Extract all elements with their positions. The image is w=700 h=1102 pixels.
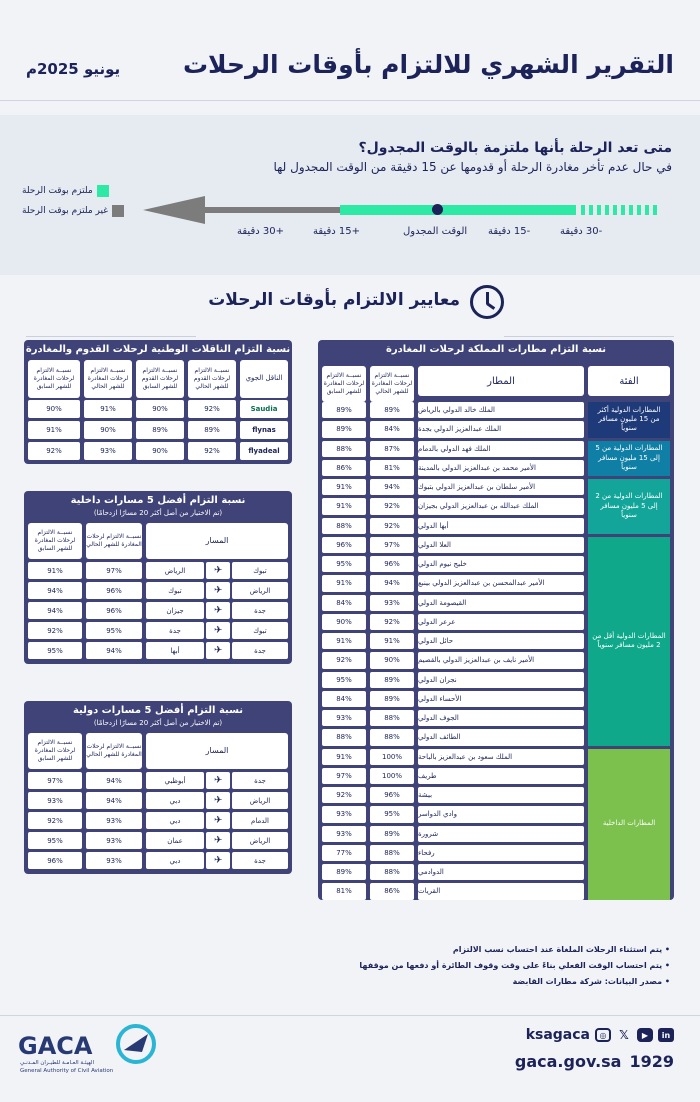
col-header-category: الفئة	[588, 366, 670, 396]
airport-name: نجران الدولي	[418, 672, 584, 688]
arrival-previous-pct: 90%	[136, 400, 184, 418]
section-divider	[504, 336, 674, 337]
airport-name: أبها الدولي	[418, 518, 584, 534]
tick-plus-30: +30 دقيقة	[237, 226, 284, 237]
phone-number[interactable]: 1929	[629, 1052, 674, 1071]
airport-name: الدوادمي	[418, 864, 584, 880]
youtube-icon[interactable]: ▶	[637, 1028, 653, 1042]
current-pct: 92%	[370, 518, 414, 534]
airport-name: الأحساء الدولي	[418, 691, 584, 707]
col-header-arr-cur: نسبــة الالتزام لرحلات القدوم للشهر الحالي	[188, 360, 236, 398]
previous-pct: 92%	[28, 812, 82, 829]
category-cell: المطارات الدولية أكثر من 15 مليون مسافر سنوياً	[588, 402, 670, 438]
previous-pct: 95%	[28, 642, 82, 659]
plane-icon: ✈	[206, 792, 230, 809]
previous-pct: 94%	[28, 582, 82, 599]
route-destination: أبوظبي	[146, 772, 204, 789]
previous-pct: 90%	[322, 614, 366, 630]
col-header-current: نسبــة الالتزام لرحلات المغادرة للشهر الحالي	[86, 733, 142, 769]
carriers-panel	[24, 340, 292, 464]
previous-pct: 96%	[28, 852, 82, 869]
plane-icon: ✈	[206, 812, 230, 829]
plane-icon: ✈	[206, 642, 230, 659]
note-item: • مصدر البيانات: شركة مطارات القابضة	[512, 977, 670, 986]
current-pct: 88%	[370, 845, 414, 861]
route-destination: تبوك	[146, 582, 204, 599]
current-pct: 95%	[86, 622, 142, 639]
route-origin: الدمام	[232, 812, 288, 829]
social-bar	[526, 1027, 674, 1043]
airports-panel-title: نسبة التزام مطارات المملكة لرحلات المغادرة	[385, 344, 607, 355]
route-destination: دبي	[146, 812, 204, 829]
col-header-route: المسار	[146, 733, 288, 769]
route-destination: الرياض	[146, 562, 204, 579]
scale-dash	[597, 205, 601, 215]
arrival-previous-pct: 89%	[136, 421, 184, 439]
current-pct: 89%	[370, 826, 414, 842]
legend-swatch-green	[97, 185, 109, 197]
scale-dash	[605, 205, 609, 215]
previous-pct: 91%	[322, 479, 366, 495]
carriers-panel-title: نسبة التزام الناقلات الوطنية لرحلات القدوم والمغادرة	[25, 344, 291, 355]
legend-on-time	[22, 185, 109, 197]
scale-dash	[613, 205, 617, 215]
arrival-current-pct: 89%	[188, 421, 236, 439]
category-cell: المطارات الدولية من 2 إلى 5 مليون مسافر سنوياً	[588, 479, 670, 534]
previous-pct: 81%	[322, 883, 366, 899]
arrival-previous-pct: 90%	[136, 442, 184, 460]
scale-dash	[629, 205, 633, 215]
airport-name: رفحاء	[418, 845, 584, 861]
current-pct: 93%	[86, 812, 142, 829]
route-destination: أبها	[146, 642, 204, 659]
plane-icon: ✈	[206, 852, 230, 869]
current-pct: 88%	[370, 710, 414, 726]
social-handle[interactable]: ksagaca	[525, 1027, 590, 1043]
legend-label: غير ملتزم بوقت الرحلة	[22, 206, 108, 216]
route-destination: جدة	[146, 622, 204, 639]
airport-name: حائل الدولي	[418, 633, 584, 649]
col-header-route: المسار	[146, 523, 288, 559]
airport-name: الجوف الدولي	[418, 710, 584, 726]
route-origin: الرياض	[232, 792, 288, 809]
note-text: يتم احتساب الوقت الفعلي بناءً على وقت وقوف الطائرة أو دفعها من موقفها	[359, 961, 663, 970]
airport-name: القيصومة الدولي	[418, 595, 584, 611]
header-divider	[0, 100, 700, 101]
scale-dash	[621, 205, 625, 215]
airport-name: القريات	[418, 883, 584, 899]
scale-dash	[653, 205, 657, 215]
previous-pct: 91%	[322, 575, 366, 591]
tick-minus-15: -15 دقيقة	[488, 226, 531, 237]
col-header-arr-prev: نسبــة الالتزام لرحلات القدوم للشهر السابق	[136, 360, 184, 398]
previous-pct: 91%	[322, 749, 366, 765]
scale-dash	[637, 205, 641, 215]
airport-name: شرورة	[418, 826, 584, 842]
current-pct: 97%	[86, 562, 142, 579]
arrival-current-pct: 92%	[188, 400, 236, 418]
route-origin: جدة	[232, 772, 288, 789]
airport-name: الملك عبدالله بن عبدالعزيز الدولي بجيزان	[418, 498, 584, 514]
legend-late	[22, 205, 124, 217]
previous-pct: 95%	[28, 832, 82, 849]
page-title: التقرير الشهري للالتزام بأوقات الرحلات	[182, 50, 674, 79]
route-destination: عمان	[146, 832, 204, 849]
departure-previous-pct: 91%	[28, 421, 80, 439]
current-pct: 90%	[370, 652, 414, 668]
route-origin: جدة	[232, 642, 288, 659]
previous-pct: 89%	[322, 402, 366, 418]
current-pct: 88%	[370, 864, 414, 880]
current-pct: 93%	[86, 832, 142, 849]
x-icon[interactable]: 𝕏	[619, 1028, 629, 1042]
current-pct: 81%	[370, 460, 414, 476]
domestic-panel-subtitle: (تم الاختيار من أصل أكثر 20 مسارًا ازدحامًا)	[93, 509, 223, 517]
tick-scheduled: الوقت المجدول	[403, 226, 468, 237]
previous-pct: 93%	[322, 806, 366, 822]
plane-icon: ✈	[206, 582, 230, 599]
linkedin-icon[interactable]: in	[658, 1028, 674, 1042]
international-routes-panel	[24, 701, 292, 874]
current-pct: 89%	[370, 672, 414, 688]
category-cell: المطارات الدولية أقل من 2 مليون مسافر سنوياً	[588, 537, 670, 746]
airport-name: الطائف الدولي	[418, 729, 584, 745]
previous-pct: 93%	[28, 792, 82, 809]
previous-pct: 88%	[322, 729, 366, 745]
plane-icon: ✈	[206, 562, 230, 579]
departure-current-pct: 93%	[84, 442, 132, 460]
airport-name: الأمير نايف بن عبدالعزيز الدولي بالقصيم	[418, 652, 584, 668]
airport-name: الملك فهد الدولي بالدمام	[418, 441, 584, 457]
col-header-current: نسبــة الالتزام لرحلات المغادرة للشهر الحالي	[86, 523, 142, 559]
contact-line	[515, 1052, 674, 1071]
website-link[interactable]: gaca.gov.sa	[514, 1052, 622, 1071]
previous-pct: 86%	[322, 460, 366, 476]
note-item: • يتم استثناء الرحلات الملغاة عند احتساب نسب الالتزام	[452, 945, 670, 954]
late-scale-bar	[205, 207, 341, 213]
gaca-emblem-icon	[112, 1020, 160, 1068]
arrow-left-icon	[143, 196, 205, 224]
airport-name: خليج نيوم الدولي	[418, 556, 584, 572]
current-pct: 86%	[370, 883, 414, 899]
col-header-dep-cur: نسبــة الالتزام لرحلات المغادرة للشهر الحالي	[84, 360, 132, 398]
previous-pct: 91%	[322, 498, 366, 514]
current-pct: 94%	[86, 642, 142, 659]
current-pct: 96%	[370, 556, 414, 572]
plane-icon: ✈	[206, 772, 230, 789]
scale-dash	[645, 205, 649, 215]
current-pct: 87%	[370, 441, 414, 457]
previous-pct: 92%	[28, 622, 82, 639]
previous-pct: 97%	[322, 768, 366, 784]
airport-name: الملك عبدالعزيز الدولي بجدة	[418, 421, 584, 437]
current-pct: 92%	[370, 614, 414, 630]
previous-pct: 89%	[322, 421, 366, 437]
definition-answer: في حال عدم تأخر مغادرة الرحلة أو قدومها عن 15 دقيقة من الوقت المجدول لها	[273, 160, 672, 174]
org-name-en: General Authority of Civil Aviation	[20, 1068, 114, 1074]
current-pct: 89%	[370, 402, 414, 418]
org-name-ar: الهيئـة العـامـة للطيـران المـدنـي	[20, 1060, 95, 1066]
route-origin: تبوك	[232, 622, 288, 639]
previous-pct: 92%	[322, 787, 366, 803]
scale-dash	[581, 205, 585, 215]
note-text: يتم استثناء الرحلات الملغاة عند احتساب نسب الالتزام	[452, 945, 663, 954]
current-pct: 94%	[370, 575, 414, 591]
category-cell: المطارات الدولية من 5 إلى 15 مليون مسافر سنوياً	[588, 441, 670, 477]
previous-pct: 94%	[28, 602, 82, 619]
current-pct: 95%	[370, 806, 414, 822]
airport-name: عرعر الدولي	[418, 614, 584, 630]
current-pct: 89%	[370, 691, 414, 707]
col-header-airport: المطار	[418, 366, 584, 396]
departure-current-pct: 90%	[84, 421, 132, 439]
previous-pct: 97%	[28, 772, 82, 789]
plane-icon: ✈	[206, 602, 230, 619]
airport-name: وادي الدواسر	[418, 806, 584, 822]
col-header-previous: نسبــة الالتزام لرحلات المغادرة للشهر السابق	[28, 523, 82, 559]
note-text: مصدر البيانات: شركة مطارات القابضة	[512, 977, 663, 986]
airport-name: الأمير سلطان بن عبدالعزيز الدولي بتبوك	[418, 479, 584, 495]
international-panel-title: نسبة التزام أفضل 5 مسارات دولية	[72, 705, 244, 716]
legend-label: ملتزم بوقت الرحلة	[22, 186, 93, 196]
current-pct: 93%	[86, 852, 142, 869]
current-pct: 96%	[86, 602, 142, 619]
route-destination: جيزان	[146, 602, 204, 619]
gaca-logo: GACA	[18, 1032, 93, 1060]
section-title: معايير الالتزام بأوقات الرحلات	[208, 290, 460, 310]
current-pct: 96%	[86, 582, 142, 599]
departure-previous-pct: 90%	[28, 400, 80, 418]
tick-minus-30: -30 دقيقة	[560, 226, 603, 237]
plane-icon: ✈	[206, 622, 230, 639]
domestic-panel-title: نسبة التزام أفضل 5 مسارات داخلية	[70, 495, 246, 506]
previous-pct: 77%	[322, 845, 366, 861]
departure-current-pct: 91%	[84, 400, 132, 418]
previous-pct: 93%	[322, 826, 366, 842]
route-origin: جدة	[232, 852, 288, 869]
current-pct: 97%	[370, 537, 414, 553]
previous-pct: 96%	[322, 537, 366, 553]
route-destination: دبي	[146, 852, 204, 869]
scale-dash	[589, 205, 593, 215]
airport-name: الأمير محمد بن عبدالعزيز الدولي بالمدينة	[418, 460, 584, 476]
note-item: • يتم احتساب الوقت الفعلي بناءً على وقت وقوف الطائرة أو دفعها من موقفها	[359, 961, 670, 970]
col-header-current: نسبــة الالتزام لرحلات المغادرة للشهر الحالي	[370, 366, 414, 402]
airport-name: بيشة	[418, 787, 584, 803]
category-cell: المطارات الداخلية	[588, 749, 670, 900]
col-header-previous: نسبــة الالتزام لرحلات المغادرة للشهر السابق	[28, 733, 82, 769]
route-origin: الرياض	[232, 582, 288, 599]
current-pct: 100%	[370, 749, 414, 765]
current-pct: 91%	[370, 633, 414, 649]
plane-icon: ✈	[206, 832, 230, 849]
footer-divider	[0, 1015, 700, 1016]
previous-pct: 84%	[322, 595, 366, 611]
route-origin: جدة	[232, 602, 288, 619]
report-date: يونيو 2025م	[26, 60, 121, 78]
previous-pct: 95%	[322, 672, 366, 688]
current-pct: 94%	[86, 792, 142, 809]
clock-icon	[470, 285, 504, 319]
departure-previous-pct: 92%	[28, 442, 80, 460]
col-header-previous: نسبــة الالتزام لرحلات المغادرة للشهر السابق	[322, 366, 366, 402]
carrier-logo: Saudia	[240, 400, 288, 418]
airport-name: الأمير عبدالمحسن بن عبدالعزيز الدولي بينبع	[418, 575, 584, 591]
airport-name: طريف	[418, 768, 584, 784]
current-pct: 92%	[370, 498, 414, 514]
current-pct: 94%	[370, 479, 414, 495]
previous-pct: 91%	[322, 633, 366, 649]
route-destination: دبي	[146, 792, 204, 809]
col-header-dep-prev: نسبــة الالتزام لرحلات المغادرة للشهر السابق	[28, 360, 80, 398]
current-pct: 88%	[370, 729, 414, 745]
carrier-logo: flynas	[240, 421, 288, 439]
airport-name: العلا الدولي	[418, 537, 584, 553]
domestic-routes-panel	[24, 491, 292, 664]
previous-pct: 88%	[322, 518, 366, 534]
previous-pct: 93%	[322, 710, 366, 726]
route-origin: الرياض	[232, 832, 288, 849]
definition-question: متى تعد الرحلة بأنها ملتزمة بالوقت المجدول؟	[358, 140, 672, 156]
scheduled-time-marker	[432, 204, 443, 215]
airport-name: الملك سعود بن عبدالعزيز بالباحة	[418, 749, 584, 765]
previous-pct: 84%	[322, 691, 366, 707]
route-origin: تبوك	[232, 562, 288, 579]
airports-panel	[318, 340, 674, 900]
international-panel-subtitle: (تم الاختيار من أصل أكثر 20 مسارًا ازدحامًا)	[93, 719, 223, 727]
previous-pct: 91%	[28, 562, 82, 579]
previous-pct: 88%	[322, 441, 366, 457]
section-divider	[26, 336, 196, 337]
previous-pct: 89%	[322, 864, 366, 880]
col-header-carrier: الناقل الجوي	[240, 360, 288, 398]
current-pct: 100%	[370, 768, 414, 784]
arrival-current-pct: 92%	[188, 442, 236, 460]
previous-pct: 92%	[322, 652, 366, 668]
legend-swatch-grey	[112, 205, 124, 217]
tick-plus-15: +15 دقيقة	[313, 226, 360, 237]
current-pct: 93%	[370, 595, 414, 611]
instagram-icon[interactable]: ◎	[595, 1028, 611, 1042]
current-pct: 84%	[370, 421, 414, 437]
previous-pct: 95%	[322, 556, 366, 572]
on-time-scale-bar	[340, 205, 576, 215]
airport-name: الملك خالد الدولي بالرياض	[418, 402, 584, 418]
carrier-logo: flyadeal	[240, 442, 288, 460]
current-pct: 96%	[370, 787, 414, 803]
current-pct: 94%	[86, 772, 142, 789]
